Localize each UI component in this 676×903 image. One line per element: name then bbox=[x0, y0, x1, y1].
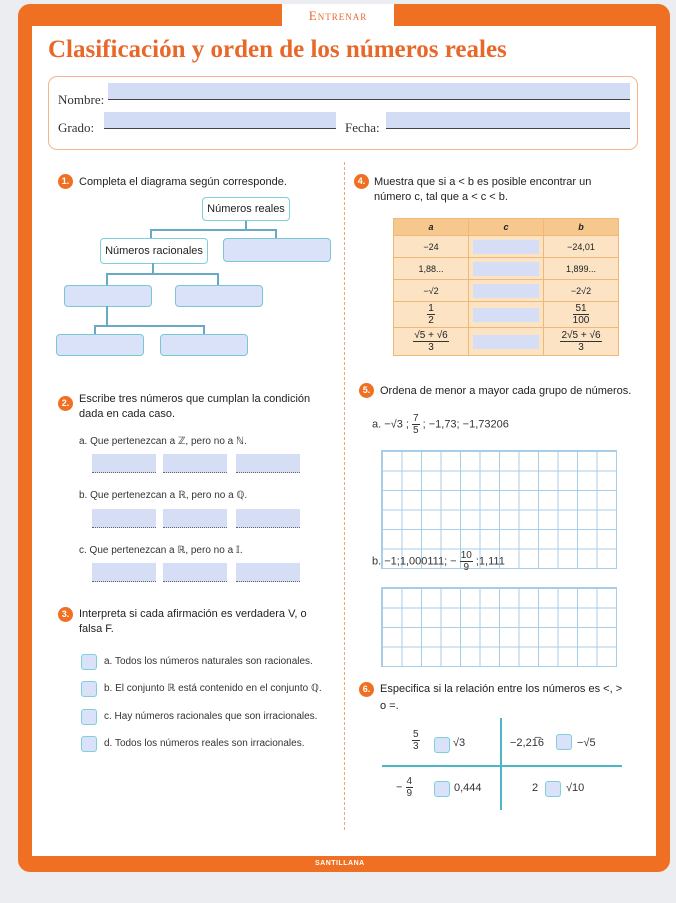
connector bbox=[94, 325, 96, 334]
cell-b: $\frac{51}{100}$ bbox=[544, 302, 619, 328]
relation-divider-v bbox=[500, 718, 502, 810]
exercise-5-instruction: Ordena de menor a mayor cada grupo de números. bbox=[380, 385, 632, 397]
node-numeros-reales: Números reales bbox=[202, 197, 290, 221]
nombre-label: Nombre: bbox=[58, 92, 105, 107]
exercise-4-instruction-l2: número c, tal que a < c < b. bbox=[374, 191, 508, 203]
statement-c: c. Hay números racionales que son irracionales. bbox=[104, 711, 318, 722]
exercise-2b-text: b. Que pertenezcan a ℝ, pero no a ℚ. bbox=[79, 490, 248, 501]
relation-3-left: − $\frac{4}{9}$ bbox=[396, 776, 413, 799]
fecha-label: Fecha: bbox=[345, 120, 380, 135]
exercise-6-instruction-l2: o =. bbox=[380, 700, 399, 712]
cell-c-input[interactable] bbox=[469, 258, 544, 280]
answer-2a-2[interactable] bbox=[163, 454, 227, 473]
table-row bbox=[394, 280, 619, 302]
relation-3-box[interactable] bbox=[434, 781, 450, 797]
relation-4-box[interactable] bbox=[545, 781, 561, 797]
vf-checkbox-b[interactable] bbox=[81, 681, 97, 697]
diagram-blank-1[interactable] bbox=[223, 238, 331, 262]
relation-1-right: √3 bbox=[453, 737, 466, 749]
answer-2a-3[interactable] bbox=[236, 454, 300, 473]
cell-c-input[interactable] bbox=[469, 236, 544, 258]
vf-checkbox-a[interactable] bbox=[81, 654, 97, 670]
exercise-5b-numbers: b. −1;1,000111; − $\frac{10}{9}$ ;1,111 bbox=[372, 550, 505, 573]
connector bbox=[275, 229, 277, 238]
exercise-4-table bbox=[393, 218, 619, 356]
statement-d: d. Todos los números reales son irracionales. bbox=[104, 738, 305, 749]
answer-2c-2[interactable] bbox=[163, 563, 227, 582]
exercise-6-instruction-l1: Especifica si la relación entre los números es <, > bbox=[380, 683, 623, 695]
exercise-4-instruction-l1: Muestra que si a < b es posible encontrar un bbox=[374, 176, 592, 188]
exercise-2-instruction-l2: dada en cada caso. bbox=[79, 408, 176, 420]
table-row bbox=[394, 258, 619, 280]
page-title: Clasificación y orden de los números reales bbox=[48, 36, 507, 63]
exercise-3-instruction-l2: falsa F. bbox=[79, 623, 114, 635]
relation-4-left: 2 bbox=[532, 782, 539, 794]
diagram-blank-4[interactable] bbox=[56, 334, 144, 356]
vf-checkbox-d[interactable] bbox=[81, 736, 97, 752]
statement-b: b. El conjunto ℝ está contenido en el conjunto ℚ. bbox=[104, 683, 322, 694]
connector bbox=[106, 273, 218, 275]
answer-2b-3[interactable] bbox=[236, 509, 300, 528]
exercise-2-number: 2. bbox=[58, 396, 73, 411]
node-numeros-racionales: Números racionales bbox=[100, 238, 208, 264]
exercise-2a-text: a. Que pertenezcan a ℤ, pero no a ℕ. bbox=[79, 436, 247, 447]
section-tab: Entrenar bbox=[282, 4, 394, 28]
connector bbox=[106, 306, 108, 326]
answer-2a-1[interactable] bbox=[92, 454, 156, 473]
cell-a: $\frac{1}{2}$ bbox=[394, 302, 469, 328]
exercise-3-instruction-l1: Interpreta si cada afirmación es verdadera V, o bbox=[79, 608, 307, 620]
nombre-field[interactable] bbox=[108, 83, 630, 100]
diagram-blank-3[interactable] bbox=[175, 285, 263, 307]
exercise-3-number: 3. bbox=[58, 607, 73, 622]
statement-a: a. Todos los números naturales son racionales. bbox=[104, 656, 313, 667]
vf-checkbox-c[interactable] bbox=[81, 709, 97, 725]
cell-b: $\frac{2√5 + √6}{3}$ bbox=[544, 328, 619, 356]
fecha-field[interactable] bbox=[386, 112, 630, 129]
relation-3-right: 0,444 bbox=[454, 782, 482, 794]
answer-grid-5b[interactable] bbox=[381, 587, 617, 667]
connector bbox=[217, 273, 219, 285]
answer-2c-1[interactable] bbox=[92, 563, 156, 582]
cell-a: −24 bbox=[394, 236, 469, 258]
grado-field[interactable] bbox=[104, 112, 336, 129]
column-divider bbox=[344, 162, 345, 830]
grado-label: Grado: bbox=[58, 120, 95, 135]
cell-c-input[interactable] bbox=[469, 280, 544, 302]
answer-2b-2[interactable] bbox=[163, 509, 227, 528]
exercise-2c-text: c. Que pertenezcan a ℝ, pero no a 𝕀. bbox=[79, 545, 243, 556]
santillana-logo: SANTILLANA bbox=[315, 860, 365, 867]
cell-b: −2√2 bbox=[544, 280, 619, 302]
answer-2c-3[interactable] bbox=[236, 563, 300, 582]
cell-c-input[interactable] bbox=[469, 302, 544, 328]
exercise-2-instruction-l1: Escribe tres números que cumplan la condición bbox=[79, 393, 311, 405]
relation-divider-h bbox=[382, 765, 622, 767]
relation-1-box[interactable] bbox=[434, 737, 450, 753]
cell-a: 1,88... bbox=[394, 258, 469, 280]
table-row bbox=[394, 328, 619, 356]
connector bbox=[150, 229, 276, 231]
relation-2-right: −√5 bbox=[577, 737, 596, 749]
cell-b: 1,899... bbox=[544, 258, 619, 280]
exercise-5a-numbers: a. −√3 ; $\frac{7}{5}$ ; −1,73; −1,73206 bbox=[372, 413, 509, 436]
diagram-blank-5[interactable] bbox=[160, 334, 248, 356]
answer-2b-1[interactable] bbox=[92, 509, 156, 528]
exercise-1-number: 1. bbox=[58, 174, 73, 189]
relation-1-left: $\frac{5}{3}$ bbox=[413, 729, 419, 752]
exercise-4-number: 4. bbox=[354, 174, 369, 189]
connector bbox=[203, 325, 205, 334]
cell-a: −√2 bbox=[394, 280, 469, 302]
relation-2-box[interactable] bbox=[556, 734, 572, 750]
column-header-c: c bbox=[469, 219, 544, 236]
table-row bbox=[394, 236, 619, 258]
column-header-a: a bbox=[394, 219, 469, 236]
relation-2-left: −2,21̅6 bbox=[510, 737, 544, 749]
cell-a: $\frac{√5 + √6}{3}$ bbox=[394, 328, 469, 356]
exercise-6-number: 6. bbox=[359, 682, 374, 697]
relation-4-right: √10 bbox=[566, 782, 585, 794]
cell-b: −24,01 bbox=[544, 236, 619, 258]
column-header-b: b bbox=[544, 219, 619, 236]
cell-c-input[interactable] bbox=[469, 328, 544, 356]
table-row bbox=[394, 302, 619, 328]
connector bbox=[106, 273, 108, 285]
exercise-1-instruction: Completa el diagrama según corresponde. bbox=[79, 176, 287, 188]
diagram-blank-2[interactable] bbox=[64, 285, 152, 307]
connector bbox=[94, 325, 204, 327]
connector bbox=[150, 229, 152, 238]
exercise-5-number: 5. bbox=[359, 383, 374, 398]
